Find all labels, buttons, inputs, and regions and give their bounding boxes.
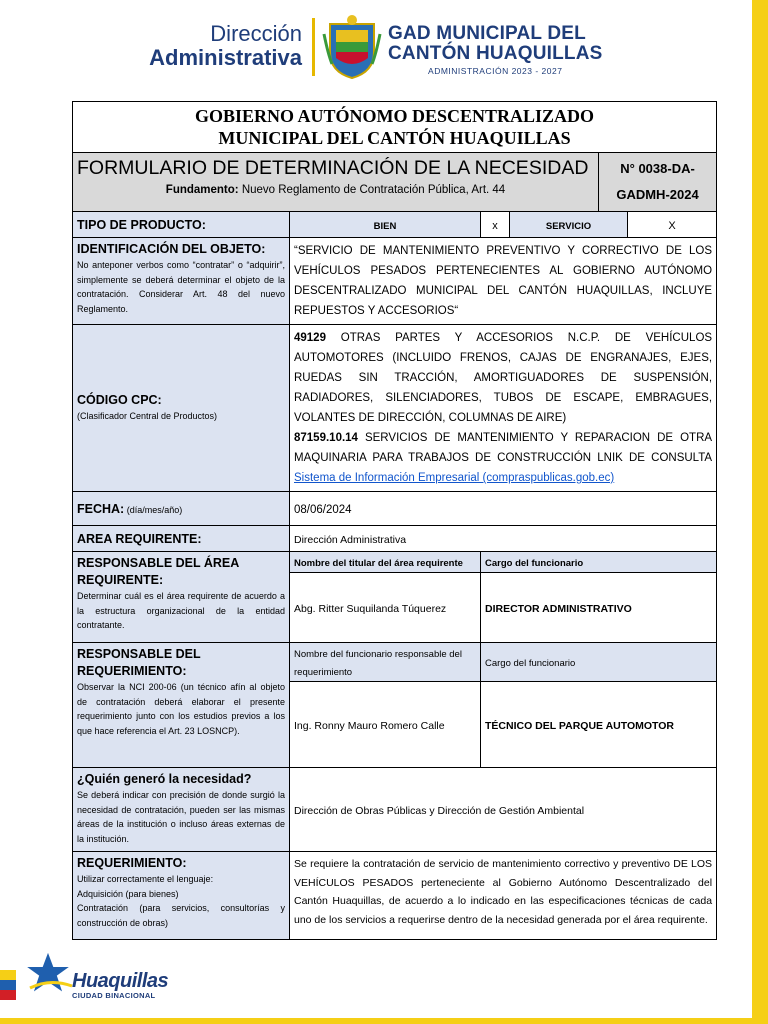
cpc-value-cell — [290, 325, 717, 492]
responsable-area-col2-head: Cargo del funcionario — [485, 558, 584, 569]
quien-help: Se deberá indicar con precisión de donde surgió la necesidad de contratación, pueden ser las mismas áreas de la institución o incluso áreas externas de la institución. — [77, 790, 285, 844]
tipo-producto-label-cell — [73, 212, 290, 238]
objeto-value-cell — [290, 238, 717, 325]
responsable-area-name: Abg. Ritter Suquilanda Túquerez — [294, 602, 447, 615]
fecha-value-cell — [290, 492, 717, 526]
responsable-area-col2-head-cell — [481, 552, 717, 573]
requerimiento-label: REQUERIMIENTO: — [77, 856, 187, 870]
footer-brand-sub: CIUDAD BINACIONAL — [72, 991, 156, 1000]
requerimiento-help-1: Utilizar correctamente el lenguaje: — [77, 874, 214, 884]
objeto-value: “SERVICIO DE MANTENIMIENTO PREVENTIVO Y CORRECTIVO DE LOS VEHÍCULOS PESADOS PERTENECIENTES AL GOBIERNO AUTÓNOMO DESCENTRALIZADO MUNICIPAL DEL CANTÓN HUAQUILLAS, INCLUYE REPUESTOS Y ACCESORIOS“ — [294, 245, 713, 317]
cpc-label-cell — [73, 325, 290, 492]
direccion-line2: Administrativa — [149, 45, 302, 70]
responsable-req-col2-head: Cargo del funcionario — [485, 658, 576, 669]
form-title: FORMULARIO DE DETERMINACIÓN DE LA NECESIDAD — [77, 157, 589, 179]
responsable-req-label-cell — [73, 643, 290, 768]
bottom-border-line — [0, 1018, 768, 1024]
gad-logo-text — [388, 24, 603, 76]
servicio-checkbox[interactable] — [628, 212, 717, 238]
direccion-administrativa-logo — [138, 22, 302, 70]
responsable-req-name: Ing. Ronny Mauro Romero Calle — [294, 719, 445, 732]
fecha-label: FECHA: — [77, 501, 125, 516]
bien-checkbox[interactable] — [481, 212, 510, 238]
bien-mark: x — [492, 219, 498, 232]
responsable-area-col1-head: Nombre del titular del área requirente — [294, 558, 463, 569]
area-label: AREA REQUIRENTE: — [77, 531, 202, 546]
cpc-help: (Clasificador Central de Productos) — [77, 411, 218, 422]
tipo-producto-label: TIPO DE PRODUCTO: — [77, 217, 206, 232]
fundamento-text: Nuevo Reglamento de Contratación Pública, Art. 44 — [238, 184, 506, 196]
cpc-code-1: 49129 — [294, 332, 326, 344]
responsable-area-col1-head-cell — [290, 552, 481, 573]
objeto-label: IDENTIFICACIÓN DEL OBJETO: — [77, 242, 266, 256]
fundamento — [77, 184, 594, 196]
responsable-req-cargo-cell — [481, 682, 717, 768]
quien-label: ¿Quién generó la necesidad? — [77, 772, 252, 786]
compraspublicas-link[interactable]: Sistema de Información Empresarial (compraspublicas.gob.ec) — [294, 472, 615, 484]
requerimiento-label-cell — [73, 852, 290, 940]
fundamento-label: Fundamento: — [165, 184, 239, 196]
gad-admin-period: ADMINISTRACIÓN 2023 - 2027 — [428, 66, 563, 76]
bien-label: BIEN — [373, 220, 397, 232]
quien-value-cell — [290, 768, 717, 852]
area-value-cell — [290, 526, 717, 552]
side-border-strip — [752, 0, 768, 1024]
responsable-req-help: Observar la NCI 200-06 (un técnico afín al objeto de contratación deberá elaborar el presente requerimiento junto con los estudios previos a los que hace referencia el Art. 23 LOSNCP). — [77, 682, 285, 736]
servicio-option — [510, 212, 628, 238]
fecha-label-cell — [73, 492, 290, 526]
direccion-line1: Dirección — [210, 21, 302, 46]
footer-brand-name: Huaquillas — [72, 970, 169, 992]
responsable-req-col1-head-cell — [290, 643, 481, 682]
area-label-cell — [73, 526, 290, 552]
form-number-line2: GADMH-2024 — [616, 187, 699, 202]
municipal-crest-icon — [322, 14, 382, 80]
requerimiento-value-cell — [290, 852, 717, 940]
cpc-text-2: SERVICIOS DE MANTENIMIENTO Y REPARACION DE OTRA MAQUINARIA PARA TRABAJOS DE CONSTRUCCIÓN LNIK DE CONSULTA — [294, 432, 713, 464]
form-number-cell — [599, 153, 717, 212]
gad-line1: GAD MUNICIPAL DEL — [388, 23, 586, 44]
header-divider — [312, 18, 315, 76]
objeto-help: No anteponer verbos como “contratar” o “adquirir”, simplemente se deberá determinar el objeto de la contratación. Considerar Art. 48 del nuevo Reglamento. — [77, 260, 285, 314]
cpc-label: CÓDIGO CPC: — [77, 393, 162, 408]
form-title-cell — [73, 153, 599, 212]
responsable-req-col1-head: Nombre del funcionario responsable del requerimiento — [294, 649, 462, 678]
quien-label-cell — [73, 768, 290, 852]
responsable-area-name-cell — [290, 573, 481, 643]
gad-line2: CANTÓN HUAQUILLAS — [388, 43, 603, 64]
area-value: Dirección Administrativa — [294, 533, 407, 546]
organization-line2: MUNICIPAL DEL CANTÓN HUAQUILLAS — [218, 128, 571, 148]
responsable-area-cargo-cell — [481, 573, 717, 643]
responsable-req-cargo: TÉCNICO DEL PARQUE AUTOMOTOR — [485, 719, 675, 732]
responsable-area-cargo: DIRECTOR ADMINISTRATIVO — [485, 602, 632, 615]
responsable-req-label: RESPONSABLE DEL REQUERIMIENTO: — [77, 647, 201, 678]
fecha-value: 08/06/2024 — [294, 503, 352, 516]
side-border-gap — [749, 0, 752, 1024]
responsable-req-name-cell — [290, 682, 481, 768]
objeto-label-cell — [73, 238, 290, 325]
requerimiento-help-3: Contratación (para servicios, consultorías y construcción de obras) — [77, 903, 285, 928]
organization-title — [73, 102, 717, 153]
responsable-area-label: RESPONSABLE DEL ÁREA REQUIRENTE: — [77, 556, 239, 587]
servicio-mark: X — [668, 219, 676, 232]
fecha-format: (día/mes/año) — [124, 504, 183, 515]
cpc-code-2: 87159.10.14 — [294, 432, 358, 444]
bien-option — [290, 212, 481, 238]
responsable-req-col2-head-cell — [481, 643, 717, 682]
cpc-entry-1 — [294, 328, 712, 428]
quien-value: Dirección de Obras Públicas y Dirección de Gestión Ambiental — [294, 804, 585, 817]
organization-line1: GOBIERNO AUTÓNOMO DESCENTRALIZADO — [195, 106, 595, 126]
cpc-entry-2 — [294, 428, 712, 488]
requerimiento-help-2: Adquisición (para bienes) — [77, 888, 179, 899]
necesidad-form-table — [72, 101, 717, 940]
cpc-text-1: OTRAS PARTES Y ACCESORIOS N.C.P. DE VEHÍCULOS AUTOMOTORES (INCLUIDO FRENOS, CAJAS DE ENGRANAJES, EJES, RUEDAS SIN TRACCIÓN, AMORTIGUADORES DE SUSPENSIÓN, RADIADORES, SILENCIADORES, TUBOS DE ESCAPE, EMBRAGUES, VOLANTES DE DIRECCIÓN, COLUMNAS DE AIRE) — [294, 332, 713, 424]
servicio-label: SERVICIO — [545, 220, 592, 232]
responsable-area-label-cell — [73, 552, 290, 643]
form-number-line1: N° 0038-DA- — [620, 161, 695, 176]
responsable-area-help: Determinar cuál es el área requirente de acuerdo a la estructura organizacional de la entidad contratante. — [77, 591, 285, 630]
requerimiento-value: Se requiere la contratación de servicio de mantenimiento correctivo y preventivo DE LOS VEHÍCULOS PESADOS perteneciente al Gobierno Autónomo Descentralizado del Cantón Huaquillas, de acuerdo a lo indicado en las especificaciones técnicas de cada uno de los servicios a requerirse dentro de la necesidad generada por el área requirente. — [294, 858, 713, 926]
